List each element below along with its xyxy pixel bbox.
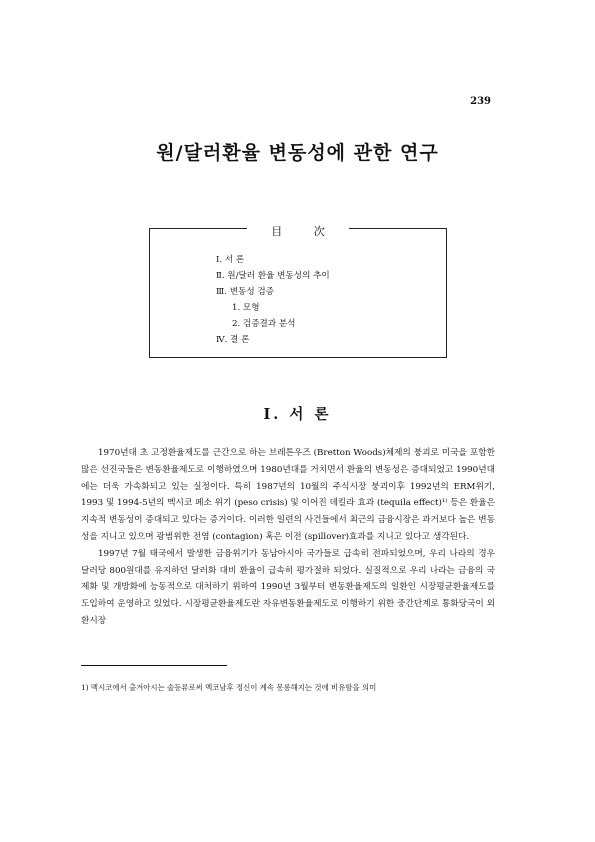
toc-heading: 目 次 bbox=[247, 225, 349, 238]
body-paragraph: 1997년 7월 태국에서 발생한 금융위기가 동남아시아 국가들로 급속히 전파되었으며, 우리 나라의 경우 달러당 800원대를 유지하던 달러화 대비 환율이 급속히 평가절하 되었다. 실질적으로 우리 나라는 금융의 국제화 및 개방화에 능동적으로 대처하기 위하여 1990년 3월부터 변동환율제도의 일환인 시장평균환율제도를 도입하여 운영하고 있었다. 시장평균환율제도란 자유변동환율제도로 이행하기 위한 중간단계로 통화당국이 외환시장 bbox=[81, 548, 495, 626]
page-number: 239 bbox=[470, 96, 491, 107]
toc-item: Ⅱ. 원/달러 환율 변동성의 추이 bbox=[216, 271, 330, 281]
body-paragraph: 1970년대 초 고정환율제도를 근간으로 하는 브레튼우즈 (Bretton Woods)체제의 붕괴로 미국을 포함한 많은 선진국들은 변동환율제도로 이행하였으며 1980년대를 거치면서 환율의 변동성은 증대되었고 1990년대에는 더욱 가속화되고 있는 실정이다. 특히 1987년의 10월의 주식시장 붕괴이후 1992년의 ERM위기, 1993 및 1994-5년의 멕시코 페소 위기 (peso crisis) 및 이어진 데킬라 효과 (tequila effect)¹⁾ 등은 환율은 지속적 변동성이 증대되고 있다는 증거이다. 이러한 일련의 사건들에서 최근의 금융시장은 과거보다 높은 변동성을 지니고 있으며 광범위한 전염 (contagion) 혹은 이전 (spillover)효과를 지니고 있다고 생각된다. bbox=[81, 448, 495, 542]
footnote-divider bbox=[81, 665, 227, 666]
toc-item: Ⅳ. 결 론 bbox=[216, 335, 250, 345]
table-of-contents bbox=[149, 225, 447, 358]
paper-title: 원/달러환율 변동성에 관한 연구 bbox=[156, 142, 439, 164]
toc-item: Ⅰ. 서 론 bbox=[216, 255, 245, 265]
toc-item: Ⅲ. 변동성 검증 bbox=[216, 287, 274, 297]
body-text bbox=[81, 445, 495, 630]
section-heading: Ⅰ. 서 론 bbox=[263, 406, 332, 423]
toc-list bbox=[216, 252, 330, 348]
toc-subitem: 2. 검증결과 분석 bbox=[232, 319, 296, 329]
toc-heading-wrap bbox=[150, 220, 446, 239]
footnote: 1) 멕시코에서 출겨아시는 술등류로써 멕코남후 정신이 계속 몽롱해지는 것에 비유함을 의미 bbox=[81, 683, 377, 692]
toc-subitem: 1. 모형 bbox=[232, 303, 260, 313]
